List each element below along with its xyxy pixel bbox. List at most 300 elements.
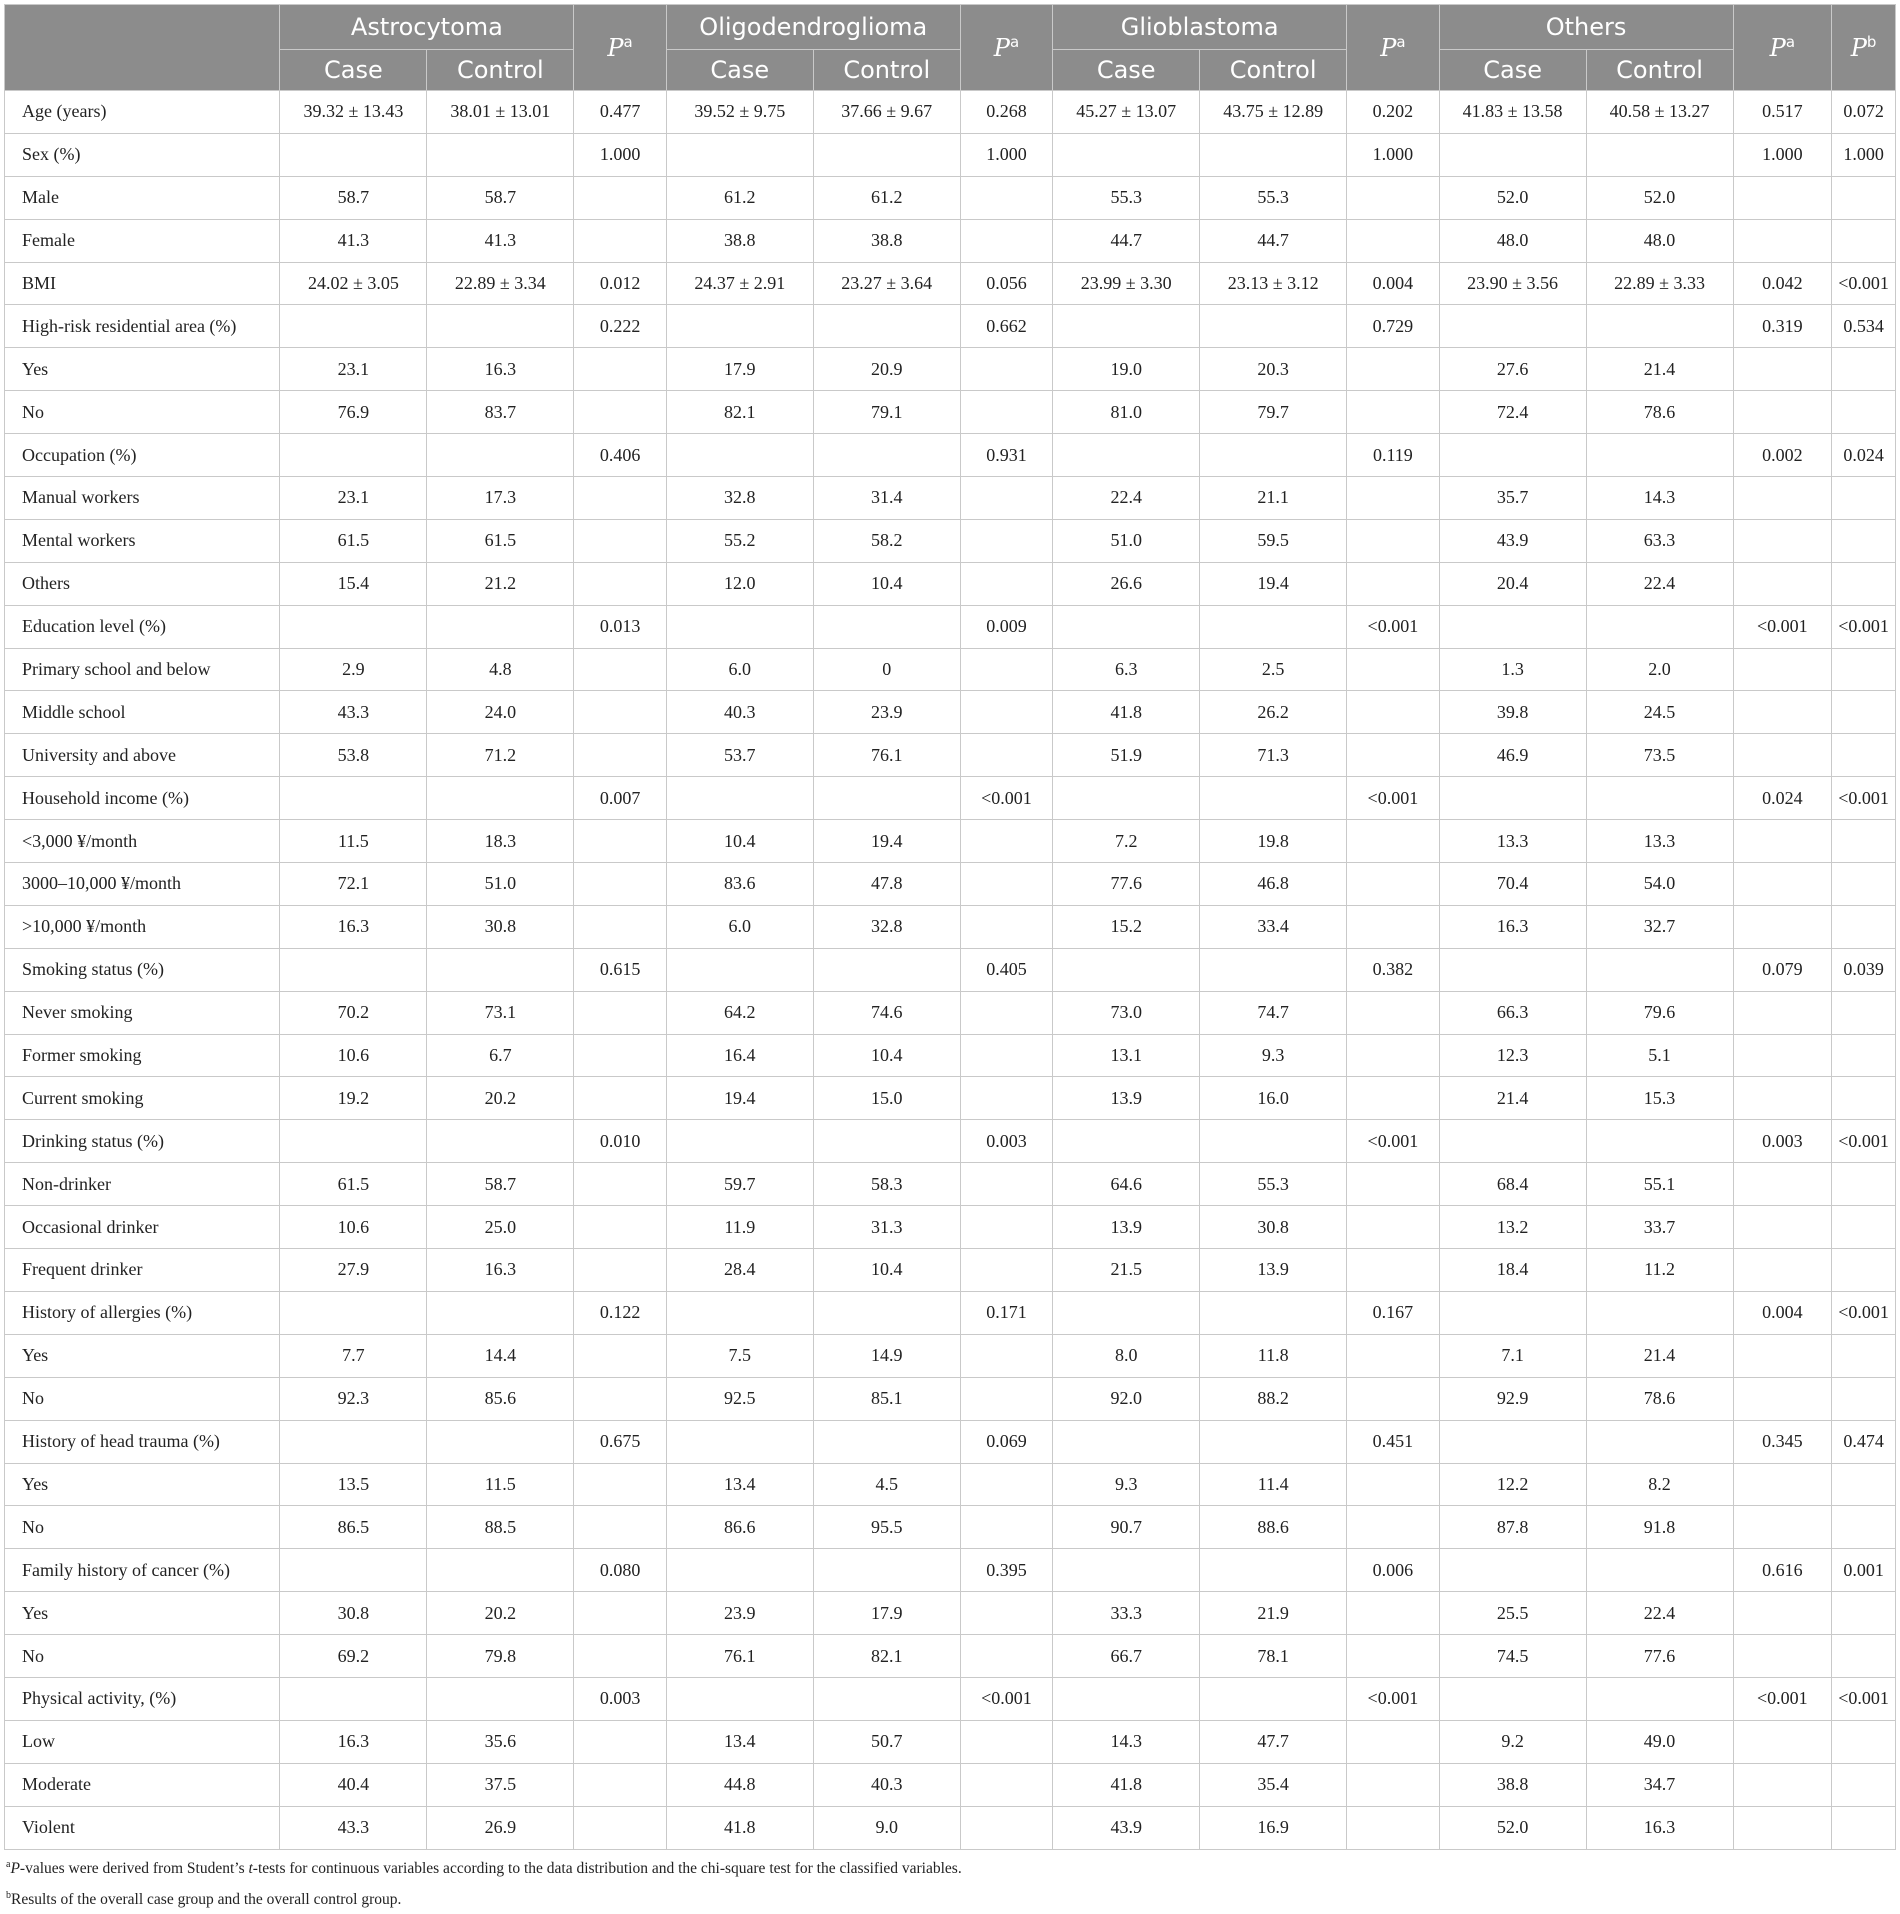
table-cell: 0.069 [960, 1420, 1052, 1463]
table-cell: 55.3 [1200, 176, 1347, 219]
table-cell [960, 1163, 1052, 1206]
table-cell: 58.7 [427, 176, 574, 219]
row-label: Age (years) [5, 91, 280, 134]
table-cell: 47.8 [813, 863, 960, 906]
table-cell [280, 305, 427, 348]
table-cell: 0.729 [1347, 305, 1439, 348]
table-cell: 39.52 ± 9.75 [666, 91, 813, 134]
table-row [5, 1763, 1896, 1806]
table-cell: 19.4 [1200, 562, 1347, 605]
table-cell: 0.474 [1832, 1420, 1896, 1463]
table-cell: 73.0 [1053, 991, 1200, 1034]
table-cell [813, 948, 960, 991]
table-cell: 16.3 [280, 1720, 427, 1763]
table-cell: 10.4 [813, 562, 960, 605]
table-cell: 0.345 [1733, 1420, 1832, 1463]
table-cell: 8.2 [1586, 1463, 1733, 1506]
table-cell: 13.3 [1439, 820, 1586, 863]
table-cell [1347, 1077, 1439, 1120]
table-cell: 47.7 [1200, 1720, 1347, 1763]
table-row [5, 820, 1896, 863]
table-cell [574, 1635, 666, 1678]
table-cell [1733, 820, 1832, 863]
table-cell: 0.171 [960, 1291, 1052, 1334]
table-cell: 24.0 [427, 691, 574, 734]
table-cell [1053, 1549, 1200, 1592]
table-cell [1053, 1420, 1200, 1463]
table-cell: 16.3 [1439, 905, 1586, 948]
table-cell: <0.001 [1832, 777, 1896, 820]
table-cell [960, 1249, 1052, 1292]
table-cell [666, 1420, 813, 1463]
table-row [5, 691, 1896, 734]
table-cell: 0.003 [960, 1120, 1052, 1163]
table-cell: 61.5 [427, 519, 574, 562]
table-cell: 20.9 [813, 348, 960, 391]
table-cell: 1.000 [574, 133, 666, 176]
table-cell [1832, 1635, 1896, 1678]
table-cell [1832, 905, 1896, 948]
table-cell: 0.001 [1832, 1549, 1896, 1592]
table-cell [813, 133, 960, 176]
table-cell: 28.4 [666, 1249, 813, 1292]
table-cell: 55.1 [1586, 1163, 1733, 1206]
row-label: History of head trauma (%) [5, 1420, 280, 1463]
table-row [5, 1291, 1896, 1334]
table-cell [1439, 133, 1586, 176]
table-cell: 79.8 [427, 1635, 574, 1678]
table-cell: 17.3 [427, 477, 574, 520]
table-cell [1832, 348, 1896, 391]
table-cell: 83.7 [427, 391, 574, 434]
table-cell: 46.8 [1200, 863, 1347, 906]
table-cell: 35.7 [1439, 477, 1586, 520]
table-cell: 12.3 [1439, 1034, 1586, 1077]
table-cell: 73.1 [427, 991, 574, 1034]
table-cell: 77.6 [1053, 863, 1200, 906]
table-cell [1733, 562, 1832, 605]
table-cell: 32.8 [666, 477, 813, 520]
table-cell: <0.001 [1347, 605, 1439, 648]
table-cell [1832, 519, 1896, 562]
table-cell [1347, 1635, 1439, 1678]
row-label: Others [5, 562, 280, 605]
table-cell: 16.0 [1200, 1077, 1347, 1120]
table-cell: 9.2 [1439, 1720, 1586, 1763]
table-cell: 0.006 [1347, 1549, 1439, 1592]
table-cell: 23.27 ± 3.64 [813, 262, 960, 305]
table-cell: 43.9 [1053, 1806, 1200, 1849]
table-cell: 15.4 [280, 562, 427, 605]
table-cell [1347, 519, 1439, 562]
table-cell: 61.5 [280, 519, 427, 562]
row-label: Violent [5, 1806, 280, 1849]
table-cell [574, 562, 666, 605]
row-label: History of allergies (%) [5, 1291, 280, 1334]
table-cell [1733, 219, 1832, 262]
table-cell: 14.3 [1586, 477, 1733, 520]
table-cell [1200, 1677, 1347, 1720]
table-cell: 87.8 [1439, 1506, 1586, 1549]
table-cell [1832, 648, 1896, 691]
table-cell [1586, 305, 1733, 348]
table-row [5, 1592, 1896, 1635]
table-cell: 7.5 [666, 1334, 813, 1377]
table-cell: 41.8 [1053, 1763, 1200, 1806]
table-cell: 9.3 [1200, 1034, 1347, 1077]
table-cell: 0.167 [1347, 1291, 1439, 1334]
table-cell [1832, 991, 1896, 1034]
table-cell [813, 1420, 960, 1463]
table-cell: 78.6 [1586, 391, 1733, 434]
table-cell [1200, 1291, 1347, 1334]
table-cell: 63.3 [1586, 519, 1733, 562]
table-row [5, 1334, 1896, 1377]
table-cell [574, 348, 666, 391]
table-cell: 21.5 [1053, 1249, 1200, 1292]
table-cell: 38.8 [666, 219, 813, 262]
table-cell: 6.7 [427, 1034, 574, 1077]
table-cell [1733, 1077, 1832, 1120]
table-cell [574, 519, 666, 562]
table-cell [1347, 905, 1439, 948]
table-cell: 6.0 [666, 905, 813, 948]
table-cell [427, 305, 574, 348]
table-cell [960, 1206, 1052, 1249]
table-cell: 0.222 [574, 305, 666, 348]
table-cell: 49.0 [1586, 1720, 1733, 1763]
table-cell [666, 605, 813, 648]
table-cell [1439, 1120, 1586, 1163]
table-cell: 40.58 ± 13.27 [1586, 91, 1733, 134]
table-cell [1832, 1763, 1896, 1806]
table-row [5, 391, 1896, 434]
table-cell [1832, 863, 1896, 906]
row-label: BMI [5, 262, 280, 305]
table-cell [574, 1077, 666, 1120]
header-control: Control [427, 50, 574, 91]
table-cell [1733, 1463, 1832, 1506]
table-cell [813, 1120, 960, 1163]
table-cell: 79.7 [1200, 391, 1347, 434]
table-cell [813, 1549, 960, 1592]
table-cell: <0.001 [1832, 1120, 1896, 1163]
table-cell: 51.0 [427, 863, 574, 906]
row-label: Occasional drinker [5, 1206, 280, 1249]
table-cell: 2.9 [280, 648, 427, 691]
table-cell: 88.6 [1200, 1506, 1347, 1549]
table-cell: 7.7 [280, 1334, 427, 1377]
table-cell [1832, 1377, 1896, 1420]
table-cell [1586, 948, 1733, 991]
table-cell [574, 1720, 666, 1763]
table-cell: <0.001 [960, 1677, 1052, 1720]
table-cell: 74.7 [1200, 991, 1347, 1034]
table-cell: 27.9 [280, 1249, 427, 1292]
table-cell: 69.2 [280, 1635, 427, 1678]
table-cell: 55.3 [1200, 1163, 1347, 1206]
table-cell: 64.6 [1053, 1163, 1200, 1206]
table-cell [1347, 1763, 1439, 1806]
table-cell: 25.5 [1439, 1592, 1586, 1635]
table-cell: 46.9 [1439, 734, 1586, 777]
table-cell: 20.3 [1200, 348, 1347, 391]
table-cell [813, 1677, 960, 1720]
table-cell: 58.7 [280, 176, 427, 219]
table-cell [280, 1420, 427, 1463]
table-cell: <0.001 [960, 777, 1052, 820]
table-row [5, 133, 1896, 176]
table-cell: 23.9 [666, 1592, 813, 1635]
table-row [5, 1677, 1896, 1720]
table-row [5, 562, 1896, 605]
table-row [5, 1420, 1896, 1463]
table-cell [960, 648, 1052, 691]
table-cell [1733, 391, 1832, 434]
table-cell: 20.2 [427, 1077, 574, 1120]
table-cell [813, 1291, 960, 1334]
table-cell: 43.75 ± 12.89 [1200, 91, 1347, 134]
table-cell: 13.5 [280, 1463, 427, 1506]
table-cell: 70.2 [280, 991, 427, 1034]
header-group-astrocytoma: Astrocytoma [280, 5, 574, 50]
table-cell: 19.8 [1200, 820, 1347, 863]
footnotes [4, 1851, 1896, 1913]
table-cell [1733, 1206, 1832, 1249]
table-row [5, 1163, 1896, 1206]
table-cell: 7.2 [1053, 820, 1200, 863]
table-cell: 0.003 [1733, 1120, 1832, 1163]
table-cell: 0.080 [574, 1549, 666, 1592]
table-cell: 40.3 [666, 691, 813, 734]
table-cell [1053, 777, 1200, 820]
table-cell [574, 1463, 666, 1506]
row-label: Yes [5, 1463, 280, 1506]
table-cell: 0.010 [574, 1120, 666, 1163]
table-cell: <0.001 [1347, 1677, 1439, 1720]
table-cell [960, 1635, 1052, 1678]
header-control: Control [813, 50, 960, 91]
table-cell: 78.6 [1586, 1377, 1733, 1420]
table-cell: 92.9 [1439, 1377, 1586, 1420]
table-cell: 52.0 [1439, 1806, 1586, 1849]
row-label: Frequent drinker [5, 1249, 280, 1292]
header-control: Control [1586, 50, 1733, 91]
table-cell: 13.9 [1053, 1077, 1200, 1120]
table-cell [1347, 562, 1439, 605]
table-cell: 72.4 [1439, 391, 1586, 434]
table-cell: 71.3 [1200, 734, 1347, 777]
table-cell: 24.5 [1586, 691, 1733, 734]
table-cell: 59.5 [1200, 519, 1347, 562]
table-body [5, 91, 1896, 1850]
table-cell [1832, 734, 1896, 777]
table-cell [666, 434, 813, 477]
header-p-glioblastoma: $P^a$ [1347, 5, 1439, 91]
table-cell: 24.37 ± 2.91 [666, 262, 813, 305]
row-label: Occupation (%) [5, 434, 280, 477]
table-cell: 20.2 [427, 1592, 574, 1635]
table-cell: 53.7 [666, 734, 813, 777]
table-cell: 9.3 [1053, 1463, 1200, 1506]
table-row [5, 348, 1896, 391]
table-cell: 31.4 [813, 477, 960, 520]
table-cell [1832, 477, 1896, 520]
row-label: Mental workers [5, 519, 280, 562]
table-cell: 33.4 [1200, 905, 1347, 948]
table-cell: 0.013 [574, 605, 666, 648]
table-cell: 15.2 [1053, 905, 1200, 948]
table-cell [960, 1334, 1052, 1377]
table-cell [574, 691, 666, 734]
table-cell [1832, 1077, 1896, 1120]
table-cell: 37.66 ± 9.67 [813, 91, 960, 134]
table-cell: <0.001 [1347, 777, 1439, 820]
table-cell [1733, 1720, 1832, 1763]
table-cell: 23.1 [280, 477, 427, 520]
table-cell [574, 176, 666, 219]
table-row [5, 1206, 1896, 1249]
table-cell [574, 905, 666, 948]
table-cell [1733, 863, 1832, 906]
table-cell [1832, 820, 1896, 863]
table-cell [574, 1377, 666, 1420]
table-row [5, 777, 1896, 820]
table-row [5, 1549, 1896, 1592]
table-cell: 23.13 ± 3.12 [1200, 262, 1347, 305]
table-cell [1347, 1249, 1439, 1292]
table-cell [280, 605, 427, 648]
table-cell: 23.1 [280, 348, 427, 391]
header-p-astrocytoma: $P^a$ [574, 5, 666, 91]
table-cell: 55.2 [666, 519, 813, 562]
table-cell [1832, 391, 1896, 434]
table-cell [1733, 1377, 1832, 1420]
table-cell: 61.2 [666, 176, 813, 219]
table-cell [1053, 434, 1200, 477]
table-cell [1733, 905, 1832, 948]
table-cell: 39.8 [1439, 691, 1586, 734]
table-cell [666, 305, 813, 348]
table-cell [427, 1549, 574, 1592]
table-cell [1586, 1549, 1733, 1592]
table-cell [1586, 133, 1733, 176]
table-cell: 24.02 ± 3.05 [280, 262, 427, 305]
table-row [5, 991, 1896, 1034]
row-label: High-risk residential area (%) [5, 305, 280, 348]
table-cell [574, 991, 666, 1034]
table-cell: 21.1 [1200, 477, 1347, 520]
table-cell [960, 1377, 1052, 1420]
table-cell: 58.2 [813, 519, 960, 562]
table-cell [1832, 562, 1896, 605]
table-cell [574, 219, 666, 262]
table-cell: 0.675 [574, 1420, 666, 1463]
table-cell [1347, 820, 1439, 863]
table-cell [1586, 1120, 1733, 1163]
table-cell: 21.9 [1200, 1592, 1347, 1635]
table-cell [1053, 1677, 1200, 1720]
table-cell: 22.4 [1586, 562, 1733, 605]
table-cell [960, 691, 1052, 734]
table-cell: <0.001 [1832, 605, 1896, 648]
table-cell: 0.616 [1733, 1549, 1832, 1592]
table-cell [1347, 734, 1439, 777]
table-cell: 0.202 [1347, 91, 1439, 134]
table-cell [574, 1034, 666, 1077]
table-row [5, 477, 1896, 520]
table-cell [1733, 348, 1832, 391]
header-case: Case [1053, 50, 1200, 91]
table-cell [1347, 1720, 1439, 1763]
table-cell: 12.0 [666, 562, 813, 605]
table-cell: 18.3 [427, 820, 574, 863]
table-cell [280, 133, 427, 176]
table-cell [960, 734, 1052, 777]
header-case: Case [666, 50, 813, 91]
table-cell [574, 820, 666, 863]
table-cell [960, 1077, 1052, 1120]
table-cell: 22.89 ± 3.34 [427, 262, 574, 305]
table-cell: 13.3 [1586, 820, 1733, 863]
header-p-others: $P^a$ [1733, 5, 1832, 91]
table-cell: 15.3 [1586, 1077, 1733, 1120]
table-cell: 13.9 [1200, 1249, 1347, 1292]
table-cell: 4.8 [427, 648, 574, 691]
table-cell: 92.3 [280, 1377, 427, 1420]
table-cell: <0.001 [1733, 605, 1832, 648]
table-cell [1053, 305, 1200, 348]
table-cell [1733, 176, 1832, 219]
header-p-oligodendroglioma: $P^a$ [960, 5, 1052, 91]
table-cell [813, 305, 960, 348]
table-cell [1586, 1420, 1733, 1463]
table-cell [1347, 1463, 1439, 1506]
table-cell: 0.004 [1347, 262, 1439, 305]
table-cell: 17.9 [813, 1592, 960, 1635]
table-cell [1586, 605, 1733, 648]
table-cell: 38.8 [813, 219, 960, 262]
table-cell [1586, 434, 1733, 477]
table-cell: 90.7 [1053, 1506, 1200, 1549]
table-cell: 10.6 [280, 1034, 427, 1077]
table-cell: 55.3 [1053, 176, 1200, 219]
table-cell [1832, 1806, 1896, 1849]
table-cell: 0.451 [1347, 1420, 1439, 1463]
table-cell: 43.9 [1439, 519, 1586, 562]
row-label: <3,000 ¥/month [5, 820, 280, 863]
row-label: Manual workers [5, 477, 280, 520]
table-cell: 51.0 [1053, 519, 1200, 562]
row-label: Former smoking [5, 1034, 280, 1077]
table-cell: 18.4 [1439, 1249, 1586, 1292]
table-row [5, 1463, 1896, 1506]
table-cell [1347, 863, 1439, 906]
table-cell [1586, 777, 1733, 820]
table-row [5, 1506, 1896, 1549]
table-cell: 83.6 [666, 863, 813, 906]
row-label: Household income (%) [5, 777, 280, 820]
table-cell: 21.4 [1586, 1334, 1733, 1377]
table-cell [960, 991, 1052, 1034]
table-cell [427, 948, 574, 991]
header-case: Case [1439, 50, 1586, 91]
table-cell: 1.000 [960, 133, 1052, 176]
table-cell [1347, 219, 1439, 262]
table-cell: 40.4 [280, 1763, 427, 1806]
row-label: Yes [5, 348, 280, 391]
table-cell [574, 1206, 666, 1249]
